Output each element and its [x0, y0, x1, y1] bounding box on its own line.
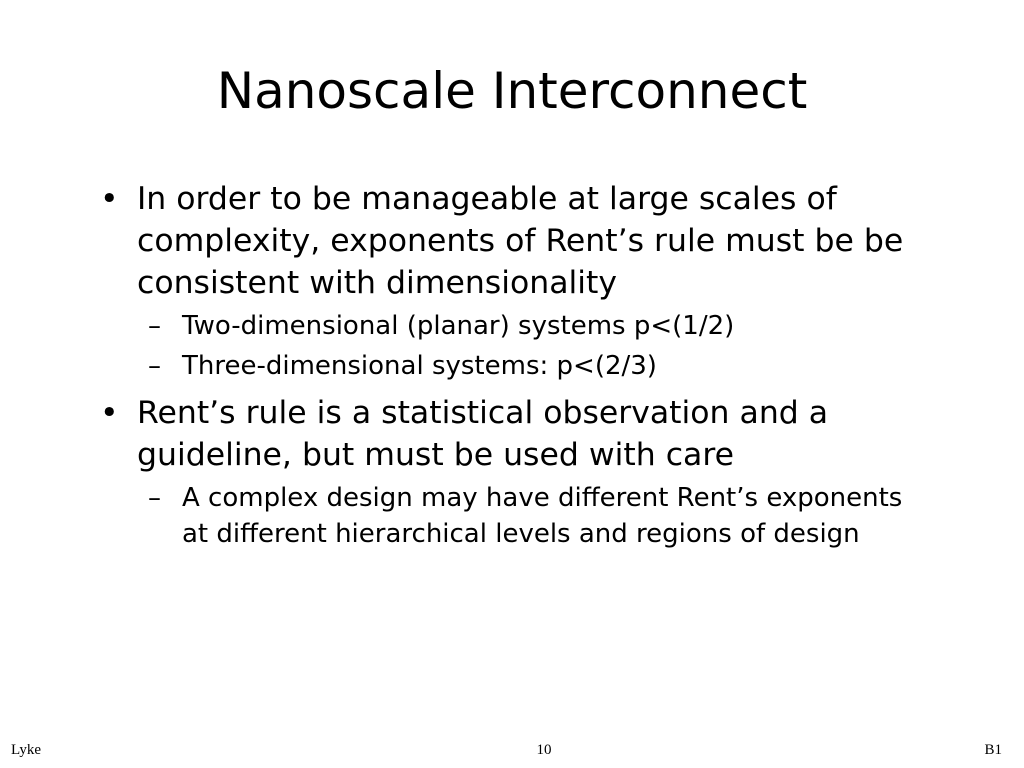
sub-bullet-item: [100, 348, 930, 384]
footer-author: Lyke: [11, 742, 41, 758]
bullet-item: [100, 178, 930, 304]
sub-bullet-item: [100, 480, 930, 552]
bullet-item: [100, 392, 930, 476]
sub-bullet-marker: –: [148, 351, 161, 381]
bullet-text: Rent’s rule is a statistical observation and a guideline, but must be used with care: [137, 395, 829, 473]
bullet-text: In order to be manageable at large scales of complexity, exponents of Rent’s rule must be be consistent with dimensionality: [137, 181, 904, 301]
bullet-marker: •: [100, 181, 119, 217]
slide-title: Nanoscale Interconnect: [216, 62, 808, 120]
footer-section-label: B1: [984, 742, 1002, 758]
slide-body: [100, 178, 930, 552]
sub-bullet-text: Two-dimensional (planar) systems p<(1/2): [182, 311, 735, 341]
sub-bullet-item: [100, 308, 930, 344]
sub-bullet-marker: –: [148, 311, 161, 341]
bullet-marker: •: [100, 395, 119, 431]
sub-bullet-text: A complex design may have different Rent’s exponents at different hierarchical levels and regions of design: [182, 483, 903, 549]
footer-page-number: 10: [536, 742, 552, 758]
sub-bullet-marker: –: [148, 483, 161, 513]
sub-bullet-text: Three-dimensional systems: p<(2/3): [182, 351, 657, 381]
